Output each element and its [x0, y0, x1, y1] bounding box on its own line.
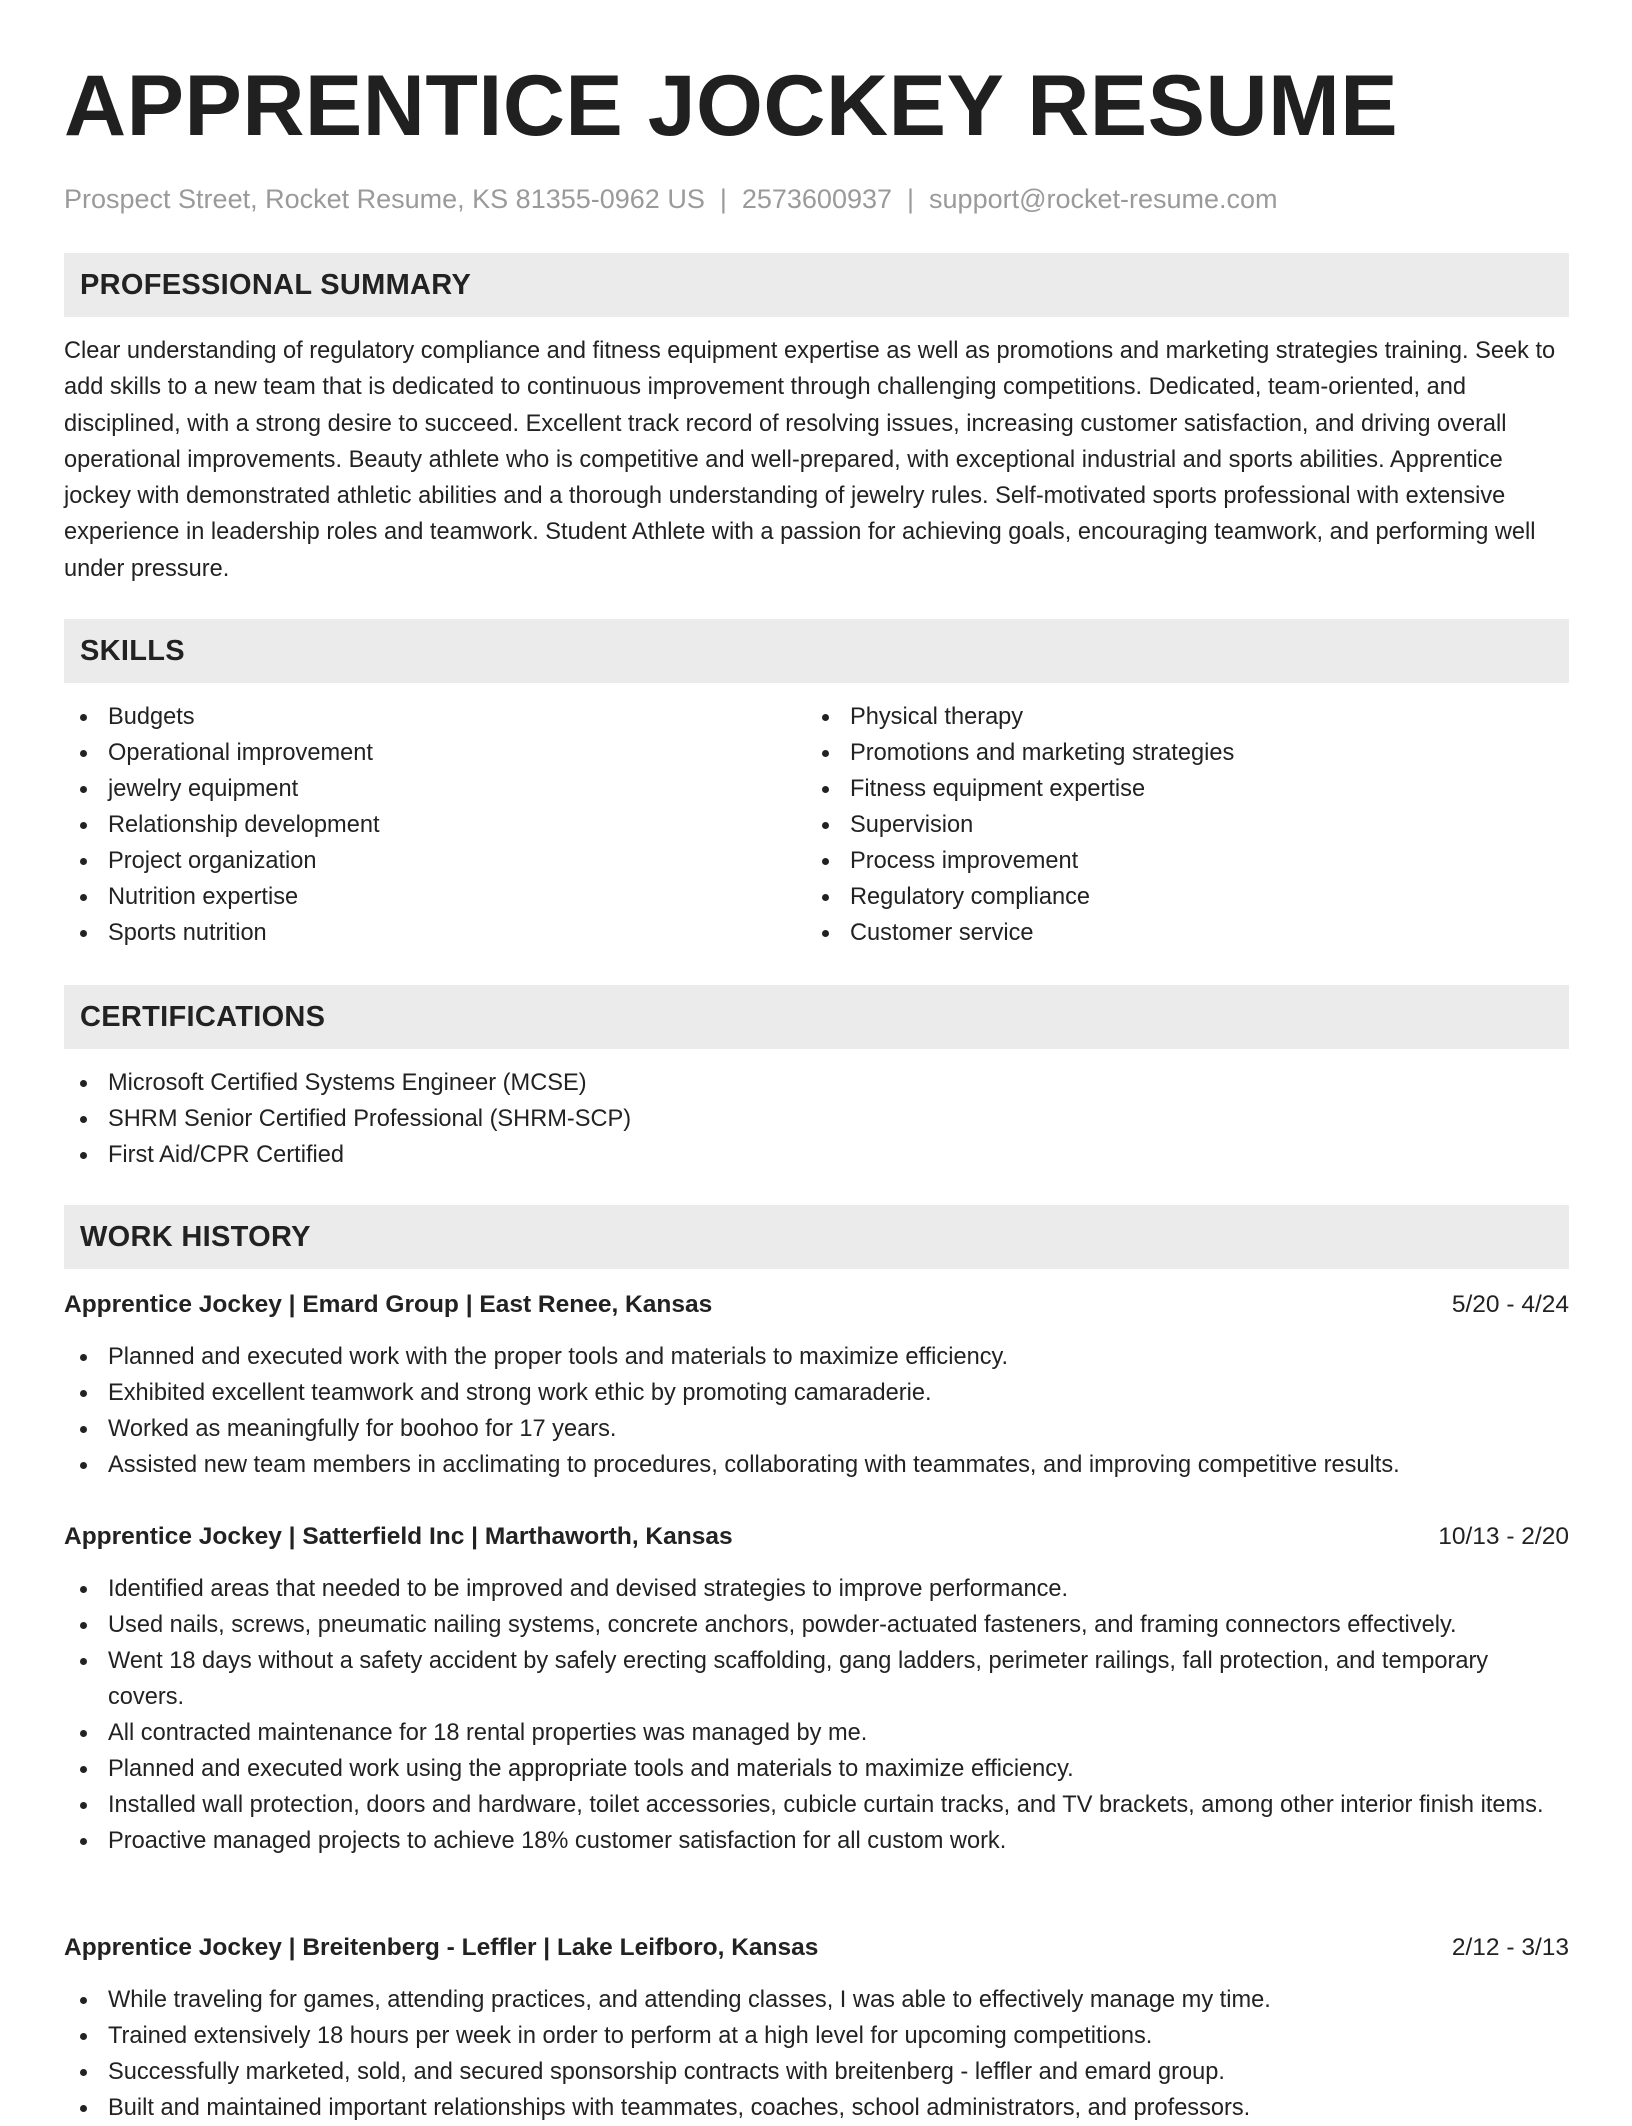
job-bullet: While traveling for games, attending practices, and attending classes, I was able to effectively manage my time.	[64, 1982, 1569, 2018]
contact-email: support@rocket-resume.com	[929, 184, 1278, 214]
skills-left-column	[64, 699, 806, 951]
job-bullet: Worked as meaningfully for boohoo for 17 years.	[64, 1411, 1569, 1447]
job-bullet: Successfully marketed, sold, and secured sponsorship contracts with breitenberg - leffler and emard group.	[64, 2054, 1569, 2090]
job-bullet: Went 18 days without a safety accident by safely erecting scaffolding, gang ladders, perimeter railings, fall protection, and temporary covers.	[64, 1643, 1569, 1715]
work-history-heading: WORK HISTORY	[64, 1205, 1569, 1269]
contact-address: Prospect Street, Rocket Resume, KS 81355-0962 US	[64, 184, 705, 214]
certifications-section	[64, 985, 1569, 1173]
skill-item: Process improvement	[806, 843, 1548, 879]
job-bullet: Trained extensively 18 hours per week in order to perform at a high level for upcoming competitions.	[64, 2018, 1569, 2054]
skills-right-column	[806, 699, 1548, 951]
job-bullet: Built and maintained important relationships with teammates, coaches, school administrators, and professors.	[64, 2090, 1569, 2126]
certification-item: SHRM Senior Certified Professional (SHRM-SCP)	[64, 1101, 1569, 1137]
contact-separator: |	[907, 184, 915, 214]
job-header	[64, 1287, 1569, 1323]
job-bullet: Exhibited excellent teamwork and strong work ethic by promoting camaraderie.	[64, 1375, 1569, 1411]
job-title: Apprentice Jockey | Breitenberg - Leffler | Lake Leifboro, Kansas	[64, 1934, 819, 1961]
job-bullets	[64, 1339, 1569, 1483]
resume-page	[64, 0, 1569, 2121]
resume-title: APPRENTICE JOCKEY RESUME	[64, 58, 1399, 154]
job-header	[64, 1519, 1569, 1555]
job-bullets	[64, 1571, 1569, 1859]
job-bullet: Installed wall protection, doors and hardware, toilet accessories, cubicle curtain tracks, and TV brackets, among other interior finish items.	[64, 1787, 1569, 1823]
skill-item: Operational improvement	[64, 735, 806, 771]
job-dates: 5/20 - 4/24	[1451, 1291, 1569, 1318]
job-entry	[64, 1287, 1569, 1483]
summary-section	[64, 253, 1569, 587]
certifications-heading: CERTIFICATIONS	[64, 985, 1569, 1049]
work-history-section	[64, 1205, 1569, 1269]
skill-item: Physical therapy	[806, 699, 1548, 735]
job-bullet: All contracted maintenance for 18 rental properties was managed by me.	[64, 1715, 1569, 1751]
certifications-list	[64, 1065, 1569, 1173]
job-bullet: Identified areas that needed to be improved and devised strategies to improve performance.	[64, 1571, 1569, 1607]
job-bullets	[64, 1982, 1569, 2126]
job-title: Apprentice Jockey | Satterfield Inc | Marthaworth, Kansas	[64, 1523, 733, 1550]
contact-line	[64, 182, 1569, 216]
skill-item: Budgets	[64, 699, 806, 735]
job-title: Apprentice Jockey | Emard Group | East Renee, Kansas	[64, 1291, 713, 1318]
job-bullet: Assisted new team members in acclimating to procedures, collaborating with teammates, and improving competitive results.	[64, 1447, 1569, 1483]
job-bullet: Proactive managed projects to achieve 18% customer satisfaction for all custom work.	[64, 1823, 1569, 1859]
skills-grid	[64, 699, 1569, 951]
job-bullet: Planned and executed work using the appropriate tools and materials to maximize efficiency.	[64, 1751, 1569, 1787]
job-entry	[64, 1930, 1569, 2126]
skill-item: Customer service	[806, 915, 1548, 951]
skill-item: Relationship development	[64, 807, 806, 843]
skill-item: jewelry equipment	[64, 771, 806, 807]
skill-item: Regulatory compliance	[806, 879, 1548, 915]
summary-text: Clear understanding of regulatory compliance and fitness equipment expertise as well as promotions and marketing strategies training. Seek to add skills to a new team that is dedicated to continuous improvement through challenging competitions. Dedicated, team-oriented, and disciplined, with a strong desire to succeed. Excellent track record of resolving issues, increasing customer satisfaction, and driving overall operational improvements. Beauty athlete who is competitive and well-prepared, with exceptional industrial and sports abilities. Apprentice jockey with demonstrated athletic abilities and a thorough understanding of jewelry rules. Self-motivated sports professional with extensive experience in leadership roles and teamwork. Student Athlete with a passion for achieving goals, encouraging teamwork, and performing well under pressure.	[64, 338, 1556, 582]
job-dates: 10/13 - 2/20	[1438, 1523, 1569, 1550]
contact-phone: 2573600937	[741, 184, 893, 214]
job-header	[64, 1930, 1569, 1966]
job-bullet: Used nails, screws, pneumatic nailing systems, concrete anchors, powder-actuated fasteners, and framing connectors effectively.	[64, 1607, 1569, 1643]
skills-section	[64, 619, 1569, 951]
summary-heading: PROFESSIONAL SUMMARY	[64, 253, 1569, 317]
skill-item: Promotions and marketing strategies	[806, 735, 1548, 771]
job-dates: 2/12 - 3/13	[1451, 1934, 1569, 1961]
certification-item: Microsoft Certified Systems Engineer (MCSE)	[64, 1065, 1569, 1101]
job-bullet: Planned and executed work with the proper tools and materials to maximize efficiency.	[64, 1339, 1569, 1375]
skill-item: Sports nutrition	[64, 915, 806, 951]
skill-item: Supervision	[806, 807, 1548, 843]
skill-item: Fitness equipment expertise	[806, 771, 1548, 807]
job-entry	[64, 1519, 1569, 1859]
skill-item: Nutrition expertise	[64, 879, 806, 915]
skill-item: Project organization	[64, 843, 806, 879]
certification-item: First Aid/CPR Certified	[64, 1137, 1569, 1173]
skills-heading: SKILLS	[64, 619, 1569, 683]
contact-separator: |	[719, 184, 727, 214]
